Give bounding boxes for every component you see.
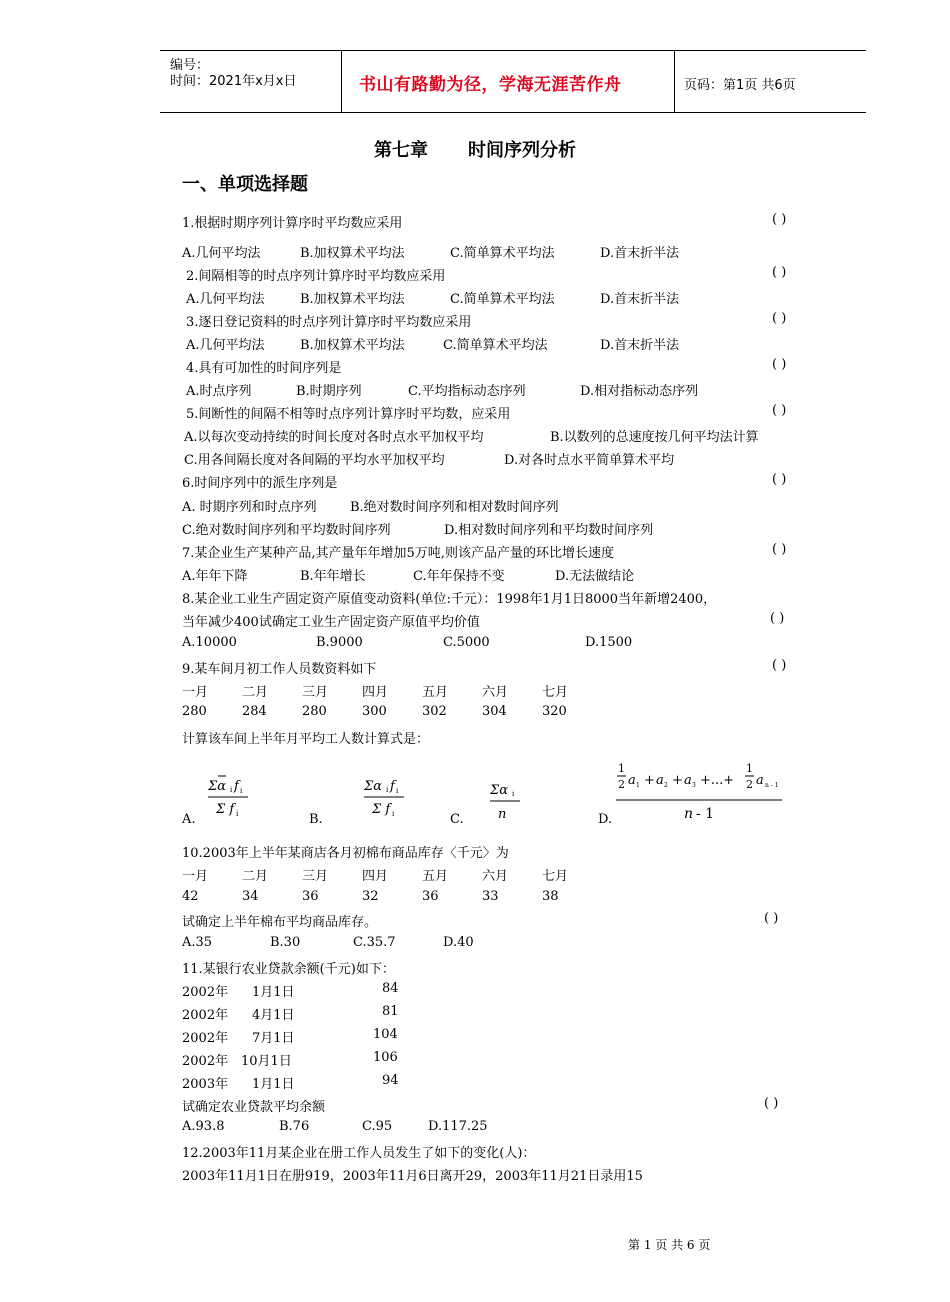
q9-option-c[interactable]: C.: [450, 812, 464, 827]
q9-value: 320: [542, 704, 567, 719]
q9-month: 三月: [302, 685, 329, 700]
q9-formula-c: [488, 776, 524, 824]
q8-option-d[interactable]: D.1500: [585, 635, 633, 650]
q12-detail: 2003年11月1日在册919，2003年11月6日离开29，2003年11月21日录用15: [182, 1169, 643, 1184]
q11-date: 10月1日: [241, 1054, 292, 1069]
q8-option-a[interactable]: A.10000: [182, 635, 237, 650]
page-footer: 第 1 页 共 6 页: [628, 1238, 711, 1252]
q9-prompt: 计算该车间上半年月平均工人数计算式是：: [182, 732, 430, 747]
formula-b-graphic: [362, 772, 408, 820]
svg-text:a: a: [684, 773, 692, 788]
q4-option-b[interactable]: B.时期序列: [296, 384, 362, 399]
q11-year: 2002年: [182, 1031, 229, 1046]
q10-month: 三月: [302, 869, 329, 884]
header-divider-right: [674, 50, 675, 113]
q11-prompt: 试确定农业贷款平均余额: [182, 1100, 326, 1115]
q8-stem: 8.某企业工业生产固定资产原值变动资料(单位:千元）：1998年1月1日8000当年新增2400，: [182, 592, 717, 607]
svg-text:- 1: - 1: [696, 806, 715, 822]
q5-option-d[interactable]: D.对各时点水平简单算术平均: [504, 453, 675, 468]
formula-c-graphic: [488, 776, 524, 824]
q9-answer-bracket[interactable]: ( ): [772, 658, 787, 673]
q1-option-a[interactable]: A.几何平均法: [182, 246, 261, 261]
q11-value: 104: [373, 1027, 398, 1042]
q9-stem: 9.某车间月初工作人员数资料如下: [182, 662, 377, 677]
q9-month: 七月: [542, 685, 569, 700]
q8-option-b[interactable]: B.9000: [316, 635, 363, 650]
q8-stem-continued: 当年减少400试确定工业生产固定资产原值平均价值: [182, 615, 480, 630]
q9-value: 302: [422, 704, 447, 719]
q10-value: 42: [182, 889, 199, 904]
q1-stem: 1.根据时期序列计算序时平均数应采用: [182, 216, 403, 231]
q4-option-a[interactable]: A.时点序列: [186, 384, 252, 399]
svg-text:n - 1: n - 1: [765, 782, 779, 789]
q11-date: 7月1日: [252, 1031, 295, 1046]
q11-year: 2003年: [182, 1077, 229, 1092]
q10-value: 34: [242, 889, 259, 904]
q4-option-c[interactable]: C.平均指标动态序列: [408, 384, 526, 399]
q2-stem: 2.间隔相等的时点序列计算序时平均数应采用: [186, 269, 446, 284]
q5-answer-bracket[interactable]: ( ): [772, 403, 787, 418]
q6-option-b[interactable]: B.绝对数时间序列和相对数时间序列: [350, 500, 559, 515]
q11-value: 81: [382, 1004, 399, 1019]
q11-stem: 11.某银行农业贷款余额(千元)如下：: [182, 962, 395, 977]
q10-month: 四月: [362, 869, 389, 884]
svg-text:1: 1: [618, 762, 625, 775]
q3-stem: 3.逐日登记资料的时点序列计算序时平均数应采用: [186, 315, 472, 330]
q9-formula-b: [362, 772, 408, 820]
q10-month: 六月: [482, 869, 509, 884]
q8-answer-bracket[interactable]: ( ): [770, 611, 785, 626]
svg-text:Σα: Σα: [208, 779, 226, 794]
q9-option-b[interactable]: B.: [309, 812, 323, 827]
q3-option-a[interactable]: A.几何平均法: [186, 338, 265, 353]
formula-d-graphic: [614, 760, 786, 826]
section-title: 一、单项选择题: [182, 174, 308, 195]
q11-year: 2002年: [182, 1054, 229, 1069]
q9-month: 二月: [242, 685, 269, 700]
q10-value: 33: [482, 889, 499, 904]
q9-formula-a: [206, 772, 252, 820]
q8-option-c[interactable]: C.5000: [443, 635, 490, 650]
q2-option-a[interactable]: A.几何平均法: [186, 292, 265, 307]
chapter-name: 时间序列分析: [468, 140, 576, 161]
q5-option-b[interactable]: B.以数列的总速度按几何平均法计算: [550, 430, 759, 445]
q9-month: 一月: [182, 685, 209, 700]
q7-option-d[interactable]: D.无法做结论: [555, 569, 635, 584]
q6-stem: 6.时间序列中的派生序列是: [182, 476, 338, 491]
svg-text:i: i: [512, 790, 515, 798]
q11-option-c[interactable]: C.95: [362, 1119, 393, 1134]
q11-date: 4月1日: [252, 1008, 295, 1023]
svg-text:+...+: +...+: [700, 773, 735, 788]
q1-option-b[interactable]: B.加权算术平均法: [300, 246, 405, 261]
svg-text:Σ f: Σ f: [216, 802, 235, 817]
svg-text:2: 2: [618, 778, 625, 791]
header-number-label: 编号：: [170, 58, 210, 73]
q10-value: 36: [422, 889, 439, 904]
svg-text:i: i: [396, 787, 399, 795]
svg-text:i: i: [386, 786, 389, 794]
q3-option-d[interactable]: D.首末折半法: [600, 338, 680, 353]
q6-option-c[interactable]: C.绝对数时间序列和平均数时间序列: [182, 523, 391, 538]
q11-option-b[interactable]: B.76: [279, 1119, 310, 1134]
q2-option-d[interactable]: D.首末折半法: [600, 292, 680, 307]
q3-option-c[interactable]: C.简单算术平均法: [443, 338, 548, 353]
q10-answer-bracket[interactable]: ( ): [764, 911, 779, 926]
svg-text:a: a: [628, 773, 636, 788]
q7-stem: 7.某企业生产某种产品,其产量年年增加5万吨,则该产品产量的环比增长速度: [182, 546, 614, 561]
q11-date: 1月1日: [252, 985, 295, 1000]
q10-prompt: 试确定上半年棉布平均商品库存。: [182, 915, 378, 930]
q10-stem: 10.2003年上半年某商店各月初棉布商品库存〈千元〉为: [182, 846, 509, 861]
q1-option-d[interactable]: D.首末折半法: [600, 246, 680, 261]
header-motto: 书山有路勤为径，学海无涯苦作舟: [359, 75, 622, 95]
q3-option-b[interactable]: B.加权算术平均法: [300, 338, 405, 353]
q11-value: 84: [382, 981, 399, 996]
q9-value: 304: [482, 704, 507, 719]
formula-a-graphic: [206, 772, 252, 820]
svg-text:Σα: Σα: [364, 779, 382, 794]
q11-option-d[interactable]: D.117.25: [428, 1119, 488, 1134]
q10-value: 36: [302, 889, 319, 904]
svg-text:Σα: Σα: [490, 783, 508, 798]
q4-answer-bracket[interactable]: ( ): [772, 357, 787, 372]
svg-text:a: a: [656, 773, 664, 788]
svg-text:1: 1: [746, 762, 753, 775]
q10-option-a[interactable]: A.35: [182, 935, 213, 950]
q1-answer-bracket[interactable]: ( ): [772, 212, 787, 227]
q10-option-c[interactable]: C.35.7: [353, 935, 396, 950]
chapter-title: [0, 136, 950, 162]
svg-text:2: 2: [746, 778, 753, 791]
q10-month: 一月: [182, 869, 209, 884]
svg-text:f: f: [390, 779, 395, 794]
q2-option-c[interactable]: C.简单算术平均法: [450, 292, 555, 307]
svg-text:i: i: [236, 810, 239, 818]
q12-stem: 12.2003年11月某企业在册工作人员发生了如下的变化(人)：: [182, 1146, 536, 1161]
q1-option-c[interactable]: C.简单算术平均法: [450, 246, 555, 261]
q10-option-b[interactable]: B.30: [270, 935, 301, 950]
svg-text:i: i: [230, 786, 233, 794]
q10-month: 七月: [542, 869, 569, 884]
q7-option-b[interactable]: B.年年增长: [300, 569, 366, 584]
q9-value: 284: [242, 704, 267, 719]
q7-option-a[interactable]: A.年年下降: [182, 569, 248, 584]
svg-text:n: n: [498, 807, 507, 822]
q6-option-a[interactable]: A. 时期序列和时点序列: [182, 500, 317, 515]
q10-value: 38: [542, 889, 559, 904]
q6-option-d[interactable]: D.相对数时间序列和平均数时间序列: [444, 523, 654, 538]
q9-option-d[interactable]: D.: [598, 812, 613, 827]
q10-value: 32: [362, 889, 379, 904]
q2-answer-bracket[interactable]: ( ): [772, 265, 787, 280]
q5-stem: 5.间断性的间隔不相等时点序列计算序时平均数，应采用: [186, 407, 511, 422]
svg-text:+: +: [644, 773, 655, 788]
q9-month: 六月: [482, 685, 509, 700]
q11-value: 106: [373, 1050, 398, 1065]
q11-option-a[interactable]: A.93.8: [182, 1119, 225, 1134]
q9-formula-d: [614, 760, 786, 826]
svg-text:3: 3: [692, 782, 696, 789]
q9-month: 五月: [422, 685, 449, 700]
q10-option-d[interactable]: D.40: [443, 935, 474, 950]
svg-text:+: +: [672, 773, 683, 788]
q4-option-d[interactable]: D.相对指标动态序列: [580, 384, 699, 399]
q9-value: 280: [182, 704, 207, 719]
q4-stem: 4.具有可加性的时间序列是: [186, 361, 342, 376]
header-time-label: 时间：2021年x月x日: [170, 74, 297, 89]
q11-year: 2002年: [182, 985, 229, 1000]
svg-text:i: i: [392, 810, 395, 818]
q3-answer-bracket[interactable]: ( ): [772, 311, 787, 326]
q7-option-c[interactable]: C.年年保持不变: [413, 569, 505, 584]
svg-text:n: n: [684, 806, 694, 822]
q2-option-b[interactable]: B.加权算术平均法: [300, 292, 405, 307]
svg-text:Σ f: Σ f: [372, 802, 391, 817]
q5-option-a[interactable]: A.以每次变动持续的时间长度对各时点水平加权平均: [184, 430, 484, 445]
svg-text:2: 2: [664, 782, 668, 789]
q11-answer-bracket[interactable]: ( ): [764, 1096, 779, 1111]
q10-month: 五月: [422, 869, 449, 884]
svg-text:f: f: [234, 779, 239, 794]
q10-month: 二月: [242, 869, 269, 884]
q5-option-c[interactable]: C.用各间隔长度对各间隔的平均水平加权平均: [184, 453, 445, 468]
header-top-rule: [160, 50, 866, 51]
chapter-number: 第七章: [374, 140, 428, 161]
q9-month: 四月: [362, 685, 389, 700]
q11-date: 1月1日: [252, 1077, 295, 1092]
q9-value: 280: [302, 704, 327, 719]
header-bottom-rule: [160, 112, 866, 113]
header-divider-left: [341, 50, 342, 113]
q6-answer-bracket[interactable]: ( ): [772, 472, 787, 487]
q9-option-a[interactable]: A.: [182, 812, 196, 827]
q9-value: 300: [362, 704, 387, 719]
q7-answer-bracket[interactable]: ( ): [772, 542, 787, 557]
q11-value: 94: [382, 1073, 399, 1088]
q11-year: 2002年: [182, 1008, 229, 1023]
svg-text:1: 1: [636, 782, 640, 789]
svg-text:a: a: [756, 773, 764, 788]
svg-text:i: i: [240, 787, 243, 795]
header-page-info: 页码：第1页 共6页: [684, 78, 796, 93]
